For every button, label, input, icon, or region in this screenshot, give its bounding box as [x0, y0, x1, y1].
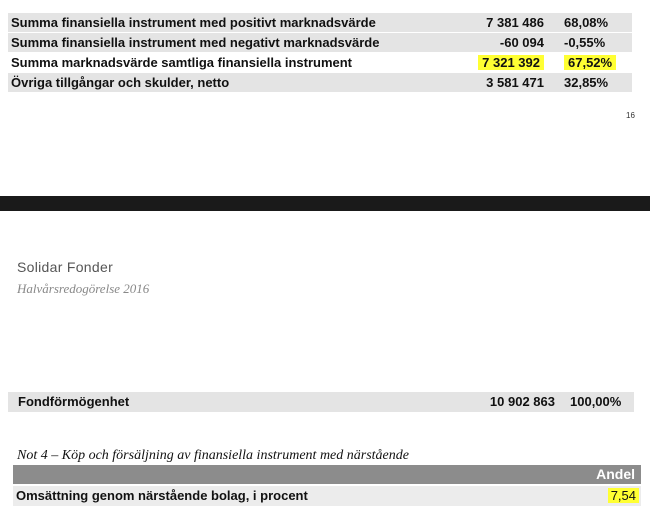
row-label: Fondförmögenhet	[18, 394, 130, 409]
highlight-mark: 7 321 392	[478, 55, 544, 70]
summary-row-positive	[8, 13, 632, 32]
row-percent: 32,85%	[564, 75, 609, 90]
row-value: 7 381 486	[486, 15, 544, 30]
fondformogenhet-row	[8, 392, 634, 412]
row-value-highlighted	[608, 486, 639, 506]
note-4-header-bar	[13, 465, 641, 484]
row-percent-highlighted	[564, 53, 618, 72]
summary-row-total-market-value	[8, 53, 632, 72]
column-header-andel: Andel	[596, 466, 635, 482]
row-label: Summa finansiella instrument med negativt marknadsvärde	[11, 35, 380, 50]
row-value-highlighted	[448, 53, 544, 72]
row-label: Summa finansiella instrument med positivt marknadsvärde	[11, 15, 376, 30]
highlight-mark: 67,52%	[564, 55, 616, 70]
row-percent: -0,55%	[564, 35, 606, 50]
highlight-mark: 7,54	[608, 488, 639, 503]
row-value: 10 902 863	[489, 394, 555, 409]
page-divider	[0, 196, 650, 211]
fund-name: Solidar Fonder	[17, 259, 114, 275]
summary-row-negative	[8, 33, 632, 52]
page-number: 16	[626, 111, 635, 120]
row-percent: 100,00%	[570, 394, 622, 409]
note-4-row	[13, 486, 641, 506]
row-label: Övriga tillgångar och skulder, netto	[11, 75, 230, 90]
row-value: -60 094	[499, 35, 544, 50]
summary-row-other-assets	[8, 73, 632, 92]
row-value: 3 581 471	[486, 75, 544, 90]
row-label: Omsättning genom närstående bolag, i procent	[16, 488, 308, 503]
report-title: Halvårsredogörelse 2016	[17, 281, 150, 296]
row-percent: 68,08%	[564, 15, 609, 30]
note-4-title: Not 4 – Köp och försäljning av finansiella instrument med närstående	[17, 448, 409, 463]
row-label: Summa marknadsvärde samtliga finansiella instrument	[11, 55, 353, 70]
